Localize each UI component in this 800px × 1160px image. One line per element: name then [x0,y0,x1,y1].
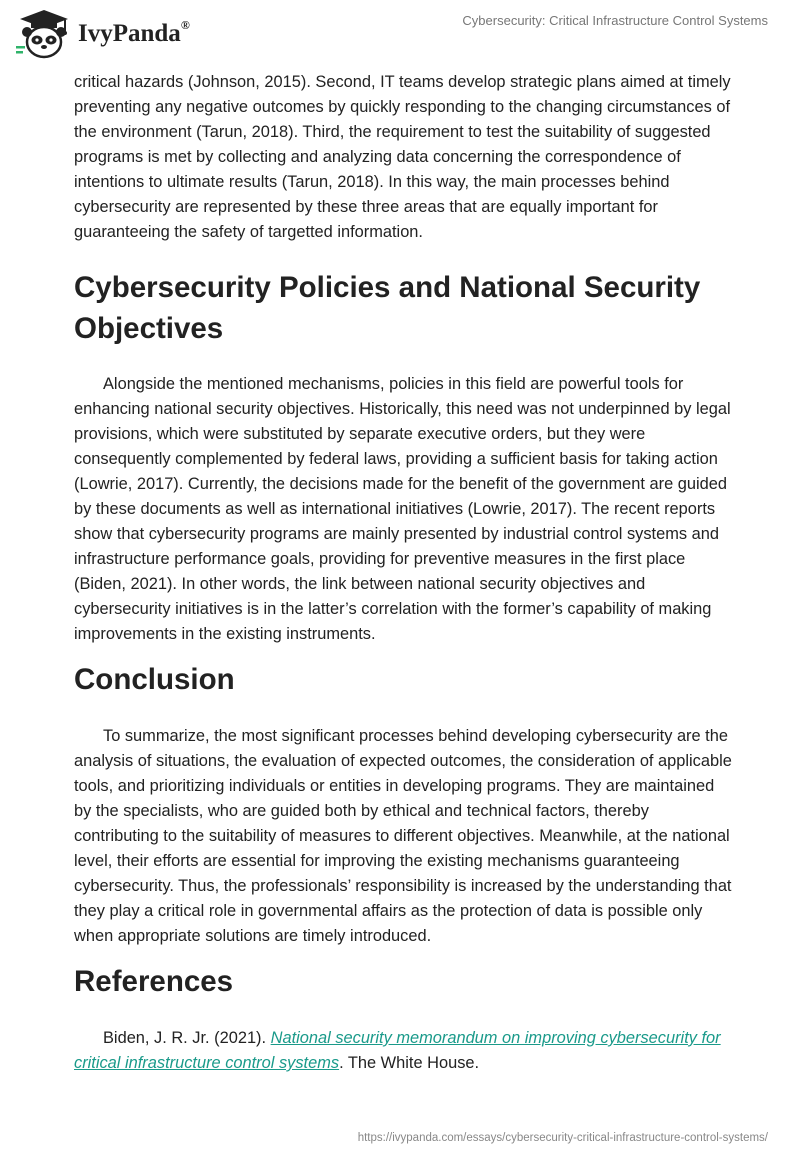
reference-suffix: . The White House. [339,1054,480,1072]
reference-entry [74,1026,734,1076]
brand-name[interactable]: IvyPanda® [78,18,190,47]
ivypanda-logo-icon[interactable] [14,8,74,60]
intro-paragraph: critical hazards (Johnson, 2015). Second, IT teams develop strategic plans aimed at timely preventing any negative outcomes by quickly responding to the changing circumstances of the environment (Tarun, 2018). Third, the requirement to test the suitability of suggested programs is met by collecting and analyzing data concerning the correspondence of intentions to ultimate results (Tarun, 2018). In this way, the main processes behind cybersecurity are represented by these three areas that are equally important for guaranteeing the safety of targetted information. [74,73,731,241]
page-header [0,0,800,66]
conclusion-paragraph: To summarize, the most significant processes behind developing cybersecurity are the analysis of situations, the evaluation of expected outcomes, the consideration of applicable tools, and prioritizing individuals or entities in developing programs. They are maintained by the specialists, who are guided both by ethical and technical factors, thereby contributing to the suitability of measures to different objectives. Meanwhile, at the national level, their efforts are essential for improving the existing mechanisms guaranteeing cybersecurity. Thus, the professionals’ responsibility is increased by the understanding that they play a critical role in governmental affairs as the protection of data is possible only when appropriate solutions are timely introduced. [74,727,732,945]
section-heading-policies: Cybersecurity Policies and National Security Objectives [74,271,701,345]
document-title: Cybersecurity: Critical Infrastructure Control Systems [462,13,768,28]
reference-link[interactable]: National security memorandum on improving cybersecurity for critical infrastructure control systems [74,1029,721,1072]
section-heading-references: References [74,965,234,998]
policies-paragraph: Alongside the mentioned mechanisms, policies in this field are powerful tools for enhancing national security objectives. Historically, this need was not underpinned by legal provisions, which were substituted by separate executive orders, but they were consequently complemented by federal laws, providing a sufficient basis for taking action (Lowrie, 2017). Currently, the decisions made for the benefit of the government are guided by these documents as well as international initiatives (Lowrie, 2017). The recent reports show that cybersecurity programs are mainly presented by industrial control systems and infrastructure performance goals, providing for preventive measures in the first place (Biden, 2021). In other words, the link between national security objectives and cybersecurity initiatives is in the latter’s correlation with the former’s capability of making improvements in the existing instruments. [74,375,731,643]
article-body [74,70,734,1076]
section-heading-conclusion: Conclusion [74,663,235,696]
reference-prefix: Biden, J. R. Jr. (2021). [103,1029,271,1047]
footer-url[interactable]: https://ivypanda.com/essays/cybersecurity-critical-infrastructure-control-systems/ [357,1132,768,1144]
